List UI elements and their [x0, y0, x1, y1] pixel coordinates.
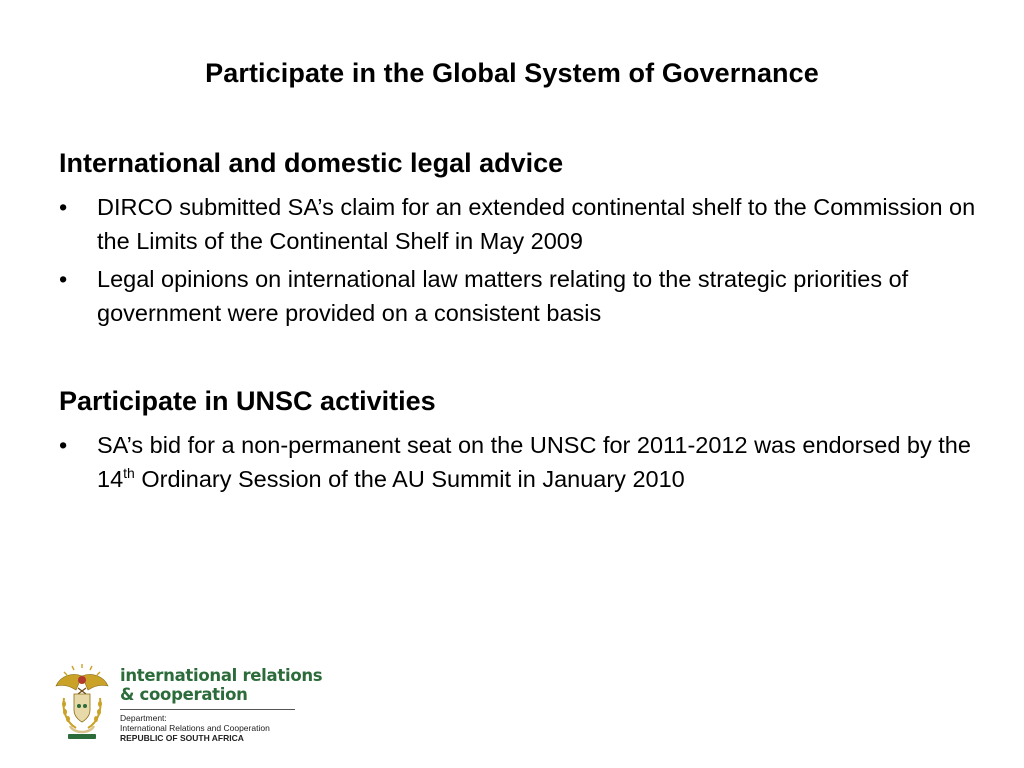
coat-of-arms-icon	[52, 664, 112, 744]
bullet-text-part: SA’s bid for a non-permanent seat on the UNSC for 2011-2012 was endorsed by the 14	[97, 432, 971, 492]
slide-title: Participate in the Global System of Governance	[205, 58, 819, 88]
section-heading-legal-advice: International and domestic legal advice	[59, 148, 564, 178]
brand-name-line1: international relations	[120, 666, 323, 685]
bullet-item	[59, 190, 979, 258]
bullet-item	[59, 262, 979, 330]
bullet-mark: •	[59, 432, 68, 458]
bullet-text: Legal opinions on international law matters relating to the strategic priorities of government were provided on a consistent basis	[97, 266, 909, 326]
footer-logo	[52, 664, 323, 744]
country-name: REPUBLIC OF SOUTH AFRICA	[120, 733, 244, 743]
bullet-mark: •	[59, 194, 68, 220]
brand-name-line2: & cooperation	[120, 685, 248, 704]
bullet-text-part: Ordinary Session of the AU Summit in January 2010	[134, 466, 685, 492]
brand-block	[120, 666, 323, 743]
bullet-text: DIRCO submitted SA’s claim for an extended continental shelf to the Commission on the Limits of the Continental Shelf in May 2009	[97, 194, 976, 254]
bullet-list-unsc	[59, 428, 979, 496]
slide-content	[59, 146, 979, 500]
section-heading-unsc: Participate in UNSC activities	[59, 386, 436, 416]
bullet-mark: •	[59, 266, 68, 292]
brand-divider	[120, 709, 295, 710]
bullet-list-legal-advice	[59, 190, 979, 330]
department-label: Department:	[120, 713, 167, 723]
superscript-ordinal: th	[123, 465, 135, 482]
bullet-text	[97, 432, 971, 492]
bullet-item	[59, 428, 979, 496]
department-name: International Relations and Cooperation	[120, 723, 270, 733]
